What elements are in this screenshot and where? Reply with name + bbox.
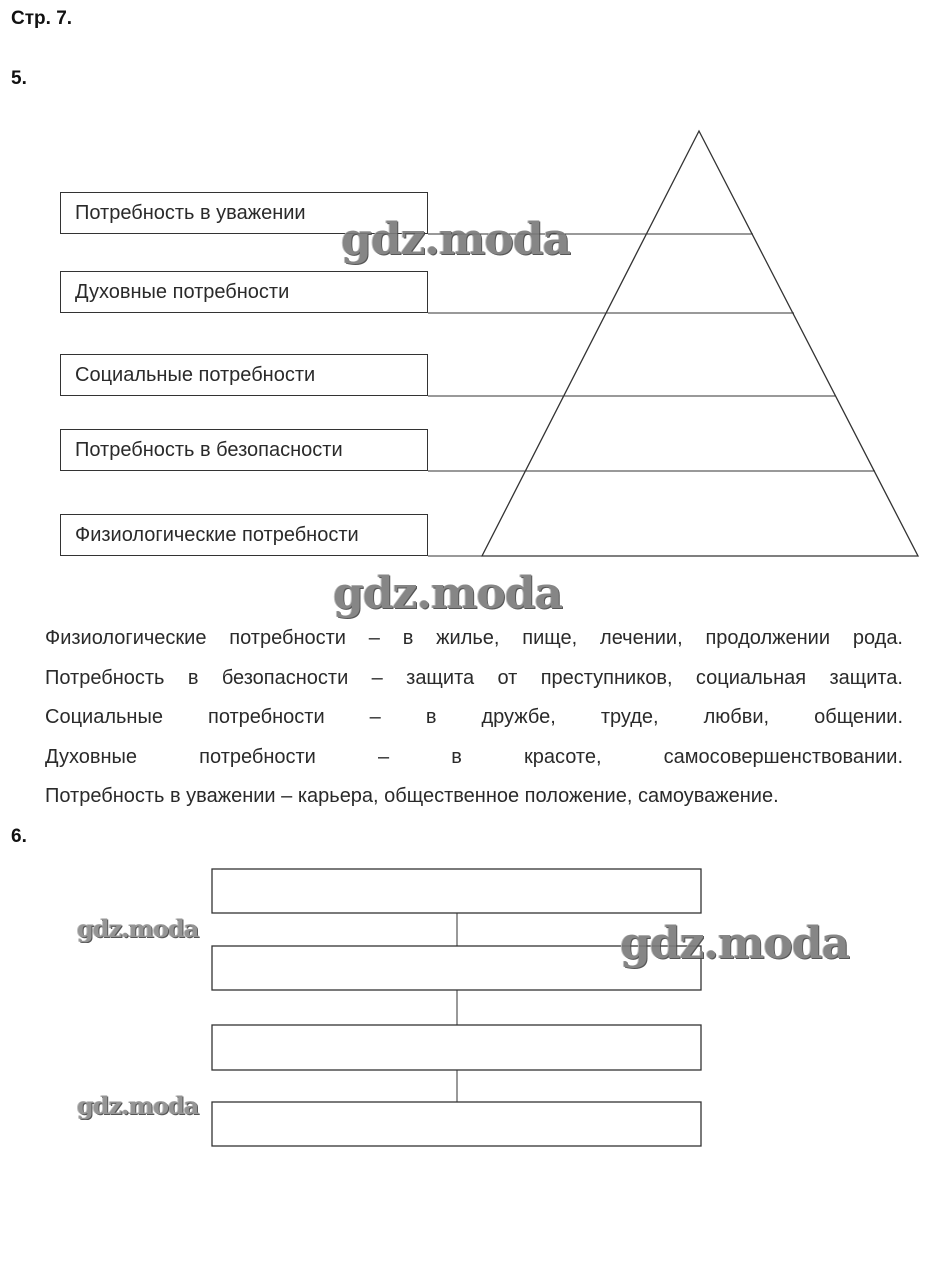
chain-box-3: [212, 1025, 701, 1070]
task6-number: 6.: [11, 826, 27, 847]
pyramid-triangle: [482, 131, 918, 556]
pyramid-label-social: Социальные потребности: [60, 354, 428, 396]
page-header: Стр. 7.: [11, 8, 73, 29]
pyramid-label-spiritual: Духовные потребности: [60, 271, 428, 313]
pyramid-label-physiological: Физиологические потребности: [60, 514, 428, 556]
chain-box-1: [212, 869, 701, 913]
watermark-2: gdz.moda: [333, 568, 563, 619]
answer-line-4: Духовные потребности – в красоте, самосовершенствовании.: [45, 745, 903, 768]
chain-box-4: [212, 1102, 701, 1146]
task5-answers: [45, 624, 903, 822]
pyramid-label-esteem: Потребность в уважении: [60, 192, 428, 234]
answer-line-2: Потребность в безопасности – защита от преступников, социальная защита.: [45, 666, 903, 689]
watermark-5: gdz.moda: [77, 1091, 199, 1120]
pyramid-label-safety: Потребность в безопасности: [60, 429, 428, 471]
answer-line-3: Социальные потребности – в дружбе, труде, любви, общении.: [45, 706, 903, 728]
watermark-4: gdz.moda: [620, 918, 850, 969]
task5-number: 5.: [11, 68, 27, 89]
task6-box-chain: [0, 850, 931, 1170]
watermark-1: gdz.moda: [341, 214, 571, 265]
answer-line-5: Потребность в уважении – карьера, общественное положение, самоуважение.: [45, 785, 779, 807]
answer-line-1: Физиологические потребности – в жилье, пище, лечении, продолжении рода.: [45, 627, 903, 649]
watermark-3: gdz.moda: [77, 914, 199, 943]
